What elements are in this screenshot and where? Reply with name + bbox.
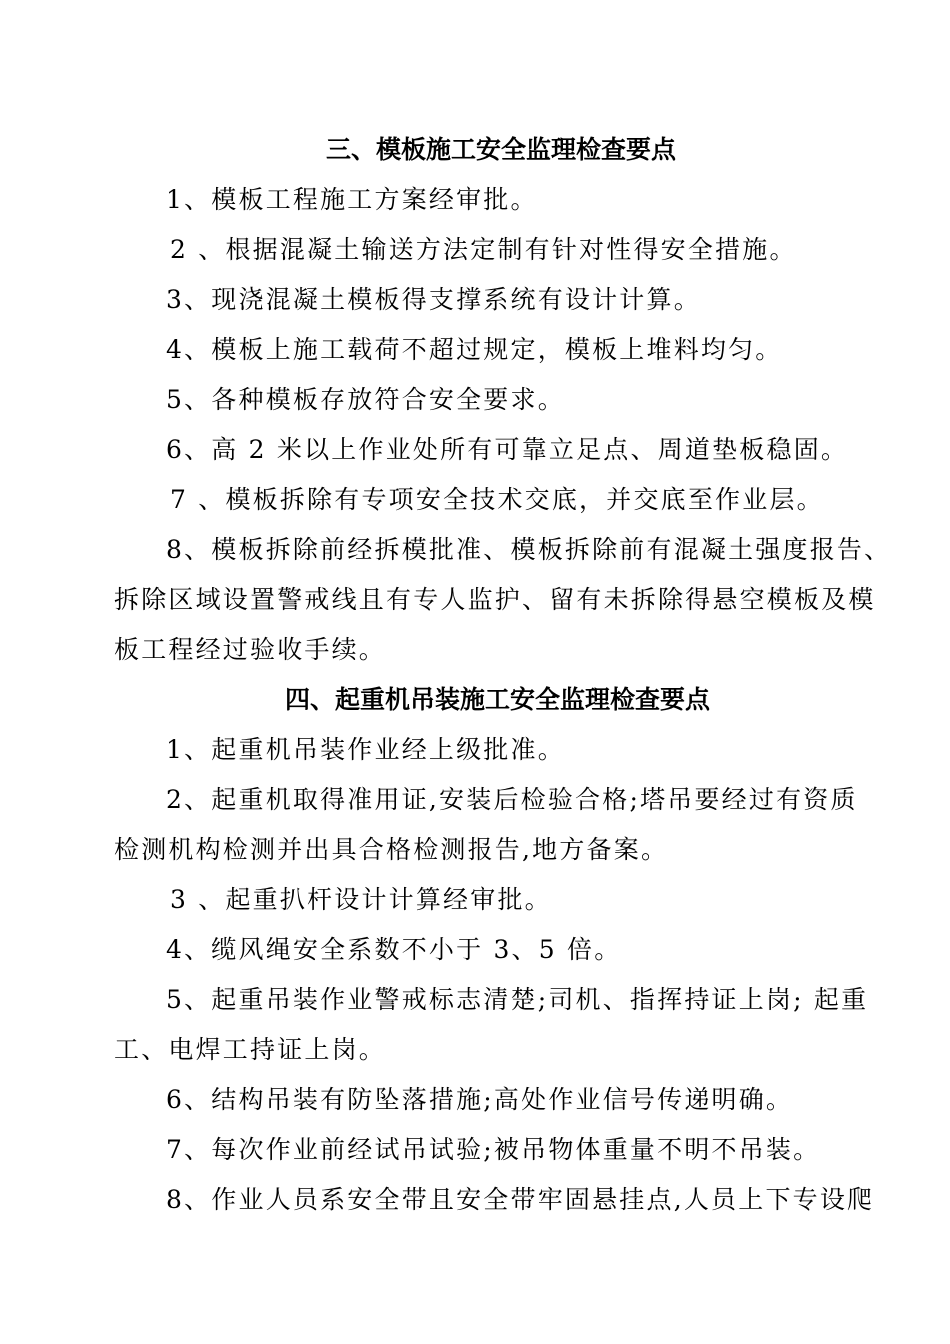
section-4-item-4: 4、缆风绳安全系数不小于 3、5 倍。	[166, 935, 622, 964]
section-4-item-5-line-2: 工、电焊工持证上岗。	[114, 1035, 387, 1064]
section-4-item-3: 3 、起重扒杆设计计算经审批。	[170, 885, 552, 914]
section-4-item-7: 7、每次作业前经试吊试验;被吊物体重量不明不吊装。	[166, 1135, 821, 1164]
section-3-item-2: 2 、根据混凝土输送方法定制有针对性得安全措施。	[170, 235, 797, 264]
section-4-item-1: 1、起重机吊装作业经上级批准。	[166, 735, 565, 764]
section-4-item-2-line-2: 检测机构检测并出具合格检测报告,地方备案。	[114, 835, 669, 864]
section-4-item-8-line-1: 8、作业人员系安全带且安全带牢固悬挂点,人员上下专设爬	[166, 1185, 875, 1214]
section-3-item-8-line-1: 8、模板拆除前经拆模批准、模板拆除前有混凝土强度报告、	[166, 535, 892, 564]
section-4-heading: 四、起重机吊装施工安全监理检查要点	[285, 685, 711, 714]
section-4-item-5-line-1: 5、起重吊装作业警戒标志清楚;司机、指挥持证上岗; 起重	[166, 985, 869, 1014]
section-3-item-6: 6、高 2 米以上作业处所有可靠立足点、周道垫板稳固。	[166, 435, 849, 464]
section-3-item-8-line-3: 板工程经过验收手续。	[114, 635, 387, 664]
section-3-item-4: 4、模板上施工载荷不超过规定，模板上堆料均匀。	[166, 335, 783, 364]
section-4-item-6: 6、结构吊装有防坠落措施;高处作业信号传递明确。	[166, 1085, 794, 1114]
section-4-item-2-line-1: 2、起重机取得准用证,安装后检验合格;塔吊要经过有资质	[166, 785, 858, 814]
section-3-item-8-line-2: 拆除区域设置警戒线且有专人监护、留有未拆除得悬空模板及模	[114, 585, 876, 614]
section-3-item-7: 7 、模板拆除有专项安全技术交底，并交底至作业层。	[170, 485, 824, 514]
section-3-heading: 三、模板施工安全监理检查要点	[326, 135, 677, 164]
section-3-item-1: 1、模板工程施工方案经审批。	[166, 185, 538, 214]
section-3-item-3: 3、现浇混凝土模板得支撑系统有设计计算。	[166, 285, 701, 314]
section-3-item-5: 5、各种模板存放符合安全要求。	[166, 385, 565, 414]
